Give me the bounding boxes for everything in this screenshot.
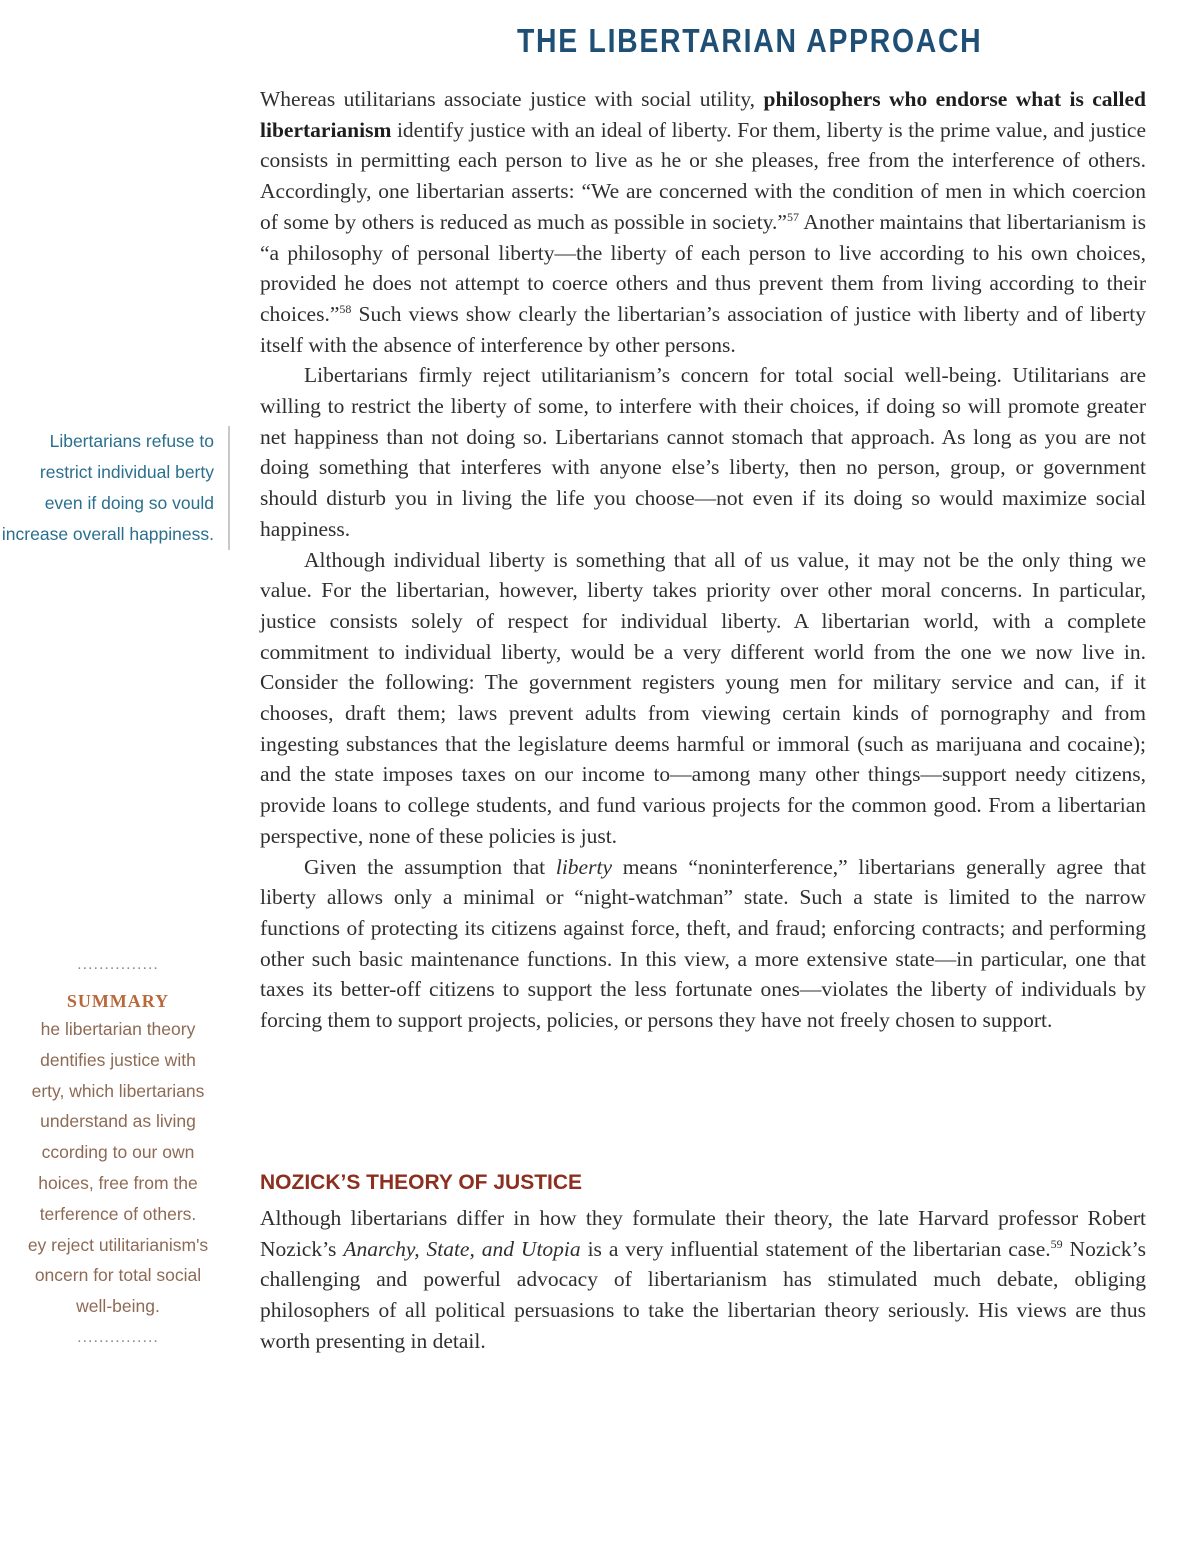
summary-line: ccording to our own [41, 1142, 195, 1163]
text-run: is a very influential statement of the libertarian case. [580, 1236, 1051, 1261]
nozick-section [260, 1169, 1146, 1357]
page-heading: THE LIBERTARIAN APPROACH [517, 22, 983, 59]
summary-title: SUMMARY [66, 991, 170, 1011]
summary-line: well-being. [76, 1296, 160, 1317]
margin-note: Libertarians refuse to restrict individual berty even if doing so vould increase overall happiness. [0, 426, 230, 550]
summary-top-divider: ............... [77, 956, 159, 973]
paragraph-5 [260, 1203, 1146, 1357]
summary-sidebar [0, 955, 236, 1348]
summary-line: understand as living [40, 1111, 196, 1132]
text-run: Such views show clearly the libertarian’s association of justice with liberty and of liberty itself with the absence of interference by other persons. [260, 301, 1146, 357]
summary-line: ey reject utilitarianism's [27, 1234, 209, 1255]
summary-line: oncern for total social [34, 1265, 202, 1286]
paragraph-4 [260, 852, 1146, 1036]
summary-line: dentifies justice with [40, 1049, 196, 1070]
emphasis-liberty: liberty [555, 854, 612, 879]
paragraph-2: Libertarians firmly reject utilitarianism’s concern for total social well-being. Utilitarians are willing to restrict the liberty of some, to interfere with their choices, if doing so will promote greater net happiness than not doing so. Libertarians cannot stomach that approach. As long as you are not doing something that interferes with anyone else’s liberty, then no person, group, or government should disturb you in living the life you choose—not even if its doing so would maximize social happiness. [260, 363, 1146, 541]
paragraph-3: Although individual liberty is something that all of us value, it may not be the only thing we value. For the libertarian, however, liberty takes priority over other moral concerns. In particular, justice consists solely of respect for individual liberty. A libertarian world, with a complete commitment to individual liberty, would be a very different world from the one we now live in. Consider the following: The government registers young men for military service and can, if it chooses, draft them; laws prevent adults from viewing certain kinds of pornography and from ingesting substances that the legislature deems harmful or immoral (such as marijuana and cocaine); and the state imposes taxes on our income to—among many other things—support needy citizens, provide loans to college students, and fund various projects for the common good. From a libertarian perspective, none of these policies is just. [260, 547, 1146, 848]
section-title: NOZICK’S THEORY OF JUSTICE [260, 1171, 583, 1194]
text-run: Another maintains that libertarianism is “a philosophy of personal liberty—the liberty of each person to live according to his own choices, provided he does not attempt to coerce others and thus prevent them from living according to their choices.” [260, 209, 1146, 326]
summary-bottom-divider: ............... [77, 1328, 159, 1346]
footnote-ref: 58 [339, 301, 352, 316]
paragraph-1 [260, 84, 1146, 360]
book-title: Anarchy, State, and Utopia [343, 1236, 581, 1261]
summary-text [0, 1014, 236, 1322]
summary-line: hoices, free from the [38, 1172, 198, 1193]
text-run: Given the assumption that [304, 854, 556, 879]
summary-line: erty, which libertarians [31, 1080, 205, 1101]
text-run: Nozick’s challenging and powerful advocacy of libertarianism has stimulated much debate, obliging philosophers of all political persuasions to take the libertarian theory seriously. His views are thus worth presenting in detail. [260, 1236, 1146, 1353]
text-run: means “noninterference,” libertarians generally agree that liberty allows only a minimal or “night-watchman” state. Such a state is limited to the narrow functions of protecting its citizens against force, theft, and fraud; enforcing contracts; and performing other such basic maintenance functions. In this view, a more extensive state—in particular, one that taxes its better-off citizens to support the less fortunate ones—violates the liberty of individuals by forcing them to support projects, policies, or persons they have not freely chosen to support. [260, 854, 1147, 1033]
main-column [260, 84, 1146, 1036]
text-run: identify justice with an ideal of liberty. For them, liberty is the prime value, and justice consists in permitting each person to live as he or she pleases, free from the interference of others. Accordingly, one libertarian asserts: “We are concerned with the condition of men in which coercion of some by others is reduced as much as possible in society.” [260, 117, 1146, 234]
text-run: Although libertarians differ in how they formulate their theory, the late Harvard professor Robert Nozick’s [260, 1206, 1146, 1261]
term-libertarianism: libertarianism [260, 117, 392, 142]
summary-line: he libertarian theory [40, 1019, 196, 1039]
footnote-ref: 57 [786, 209, 799, 224]
summary-line: terference of others. [39, 1203, 197, 1224]
footnote-ref: 59 [1050, 1236, 1063, 1251]
bold-run: philosophers who endorse what is called [763, 87, 1147, 111]
text-run: Whereas utilitarians associate justice with social utility, [260, 87, 764, 111]
